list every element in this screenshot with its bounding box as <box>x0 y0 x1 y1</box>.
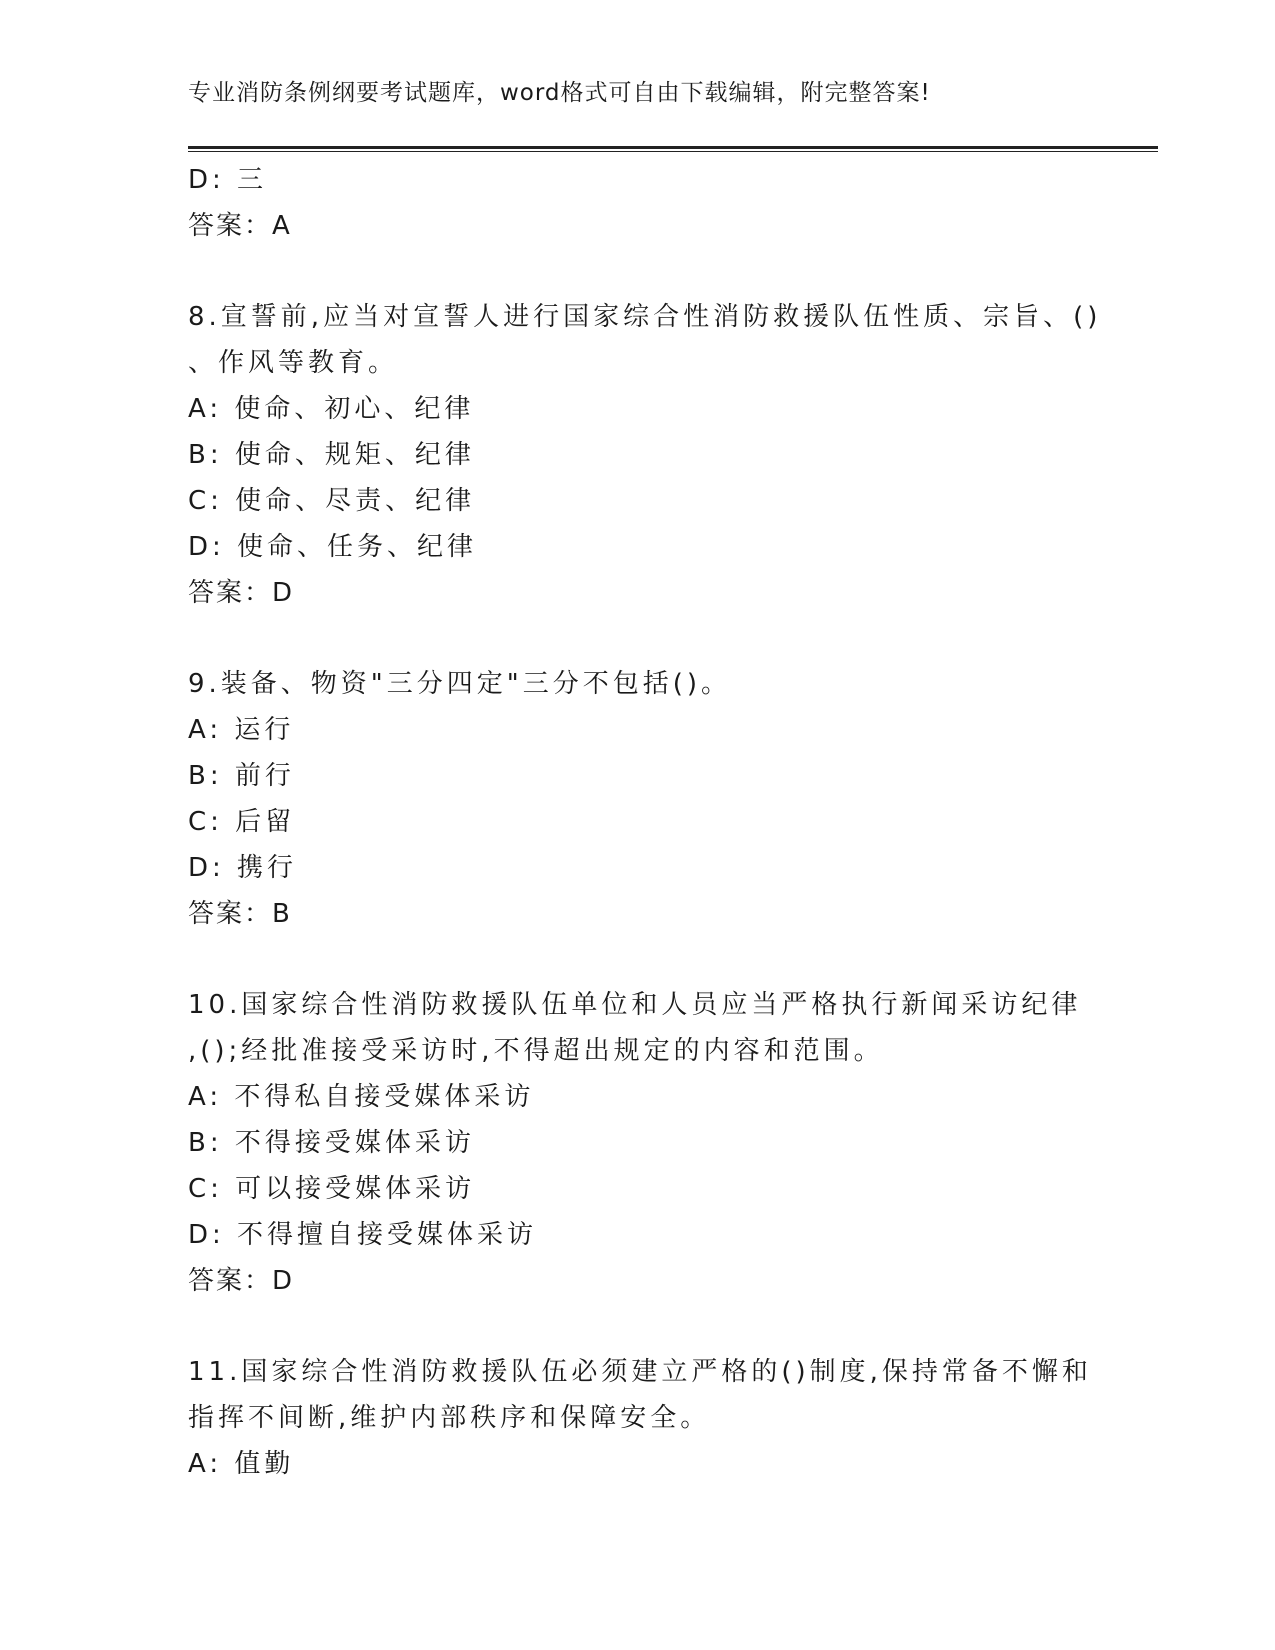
answer: 答案：A <box>188 211 292 241</box>
option-a: A: 运行 <box>188 715 295 745</box>
option-b: B: 前行 <box>188 761 295 791</box>
option-d: D: 三 <box>188 165 268 195</box>
header-rule-thin <box>188 151 1158 152</box>
answer: 答案：D <box>188 578 295 608</box>
spacer <box>188 1304 1088 1349</box>
option-d: D: 不得擅自接受媒体采访 <box>188 1220 538 1250</box>
option-c: C: 可以接受媒体采访 <box>188 1174 476 1204</box>
option-a: A: 使命、初心、纪律 <box>188 394 475 424</box>
option-c: C: 后留 <box>188 807 296 837</box>
spacer <box>188 249 1088 294</box>
option-a: A: 值勤 <box>188 1449 295 1479</box>
option-a: A: 不得私自接受媒体采访 <box>188 1082 535 1112</box>
question-text: ,();经批准接受采访时,不得超出规定的内容和范围。 <box>188 1036 884 1066</box>
option-c: C: 使命、尽责、纪律 <box>188 486 476 516</box>
question-text: 9.装备、物资"三分四定"三分不包括()。 <box>188 669 732 699</box>
spacer <box>188 616 1088 661</box>
answer: 答案：D <box>188 1266 295 1296</box>
header-rule <box>188 146 1158 149</box>
question-text: 指挥不间断,维护内部秩序和保障安全。 <box>188 1403 711 1433</box>
page-header: 专业消防条例纲要考试题库，word格式可自由下载编辑，附完整答案! <box>188 80 931 106</box>
option-b: B: 不得接受媒体采访 <box>188 1128 475 1158</box>
question-text: 、作风等教育。 <box>188 348 399 378</box>
answer: 答案：B <box>188 899 292 929</box>
question-text: 10.国家综合性消防救援队伍单位和人员应当严格执行新闻采访纪律 <box>188 990 1082 1020</box>
question-content <box>188 157 1102 1487</box>
question-text: 11.国家综合性消防救援队伍必须建立严格的()制度,保持常备不懈和 <box>188 1357 1092 1387</box>
question-text: 8.宣誓前,应当对宣誓人进行国家综合性消防救援队伍性质、宗旨、() <box>188 302 1102 332</box>
option-d: D: 携行 <box>188 853 298 883</box>
option-d: D: 使命、任务、纪律 <box>188 532 478 562</box>
spacer <box>188 937 1088 982</box>
option-b: B: 使命、规矩、纪律 <box>188 440 475 470</box>
